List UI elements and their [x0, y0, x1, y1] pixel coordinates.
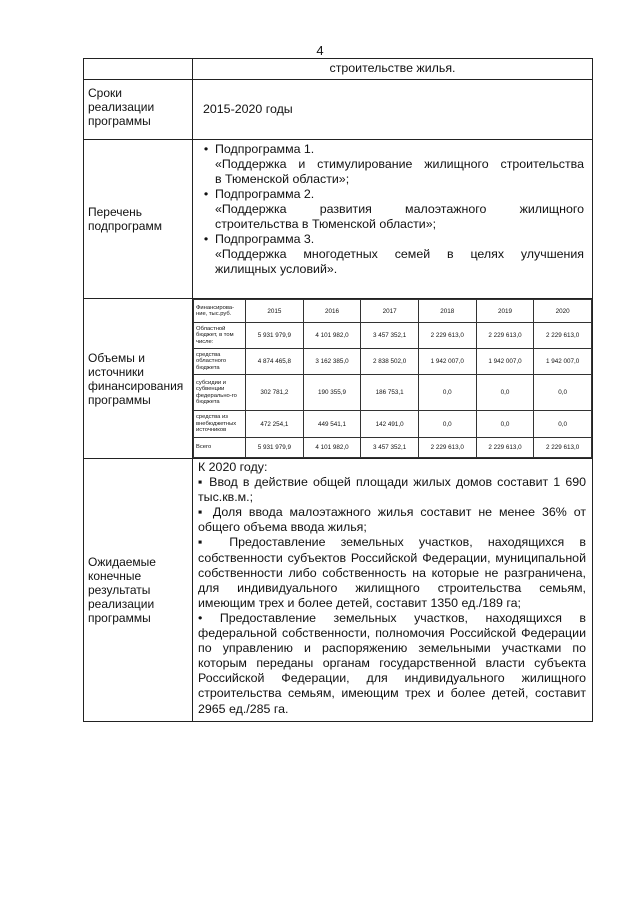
value-cell: 2 229 613,0 [476, 323, 534, 349]
value-cell: 186 753,1 [361, 375, 419, 411]
value-cell: 0,0 [476, 375, 534, 411]
results-label: Ожидаемые конечные результаты реализации программы [84, 459, 193, 722]
subprogram-3 [197, 232, 584, 247]
value-cell: 0,0 [534, 411, 592, 438]
year-header: 2015 [246, 300, 304, 323]
row-label: субсидии и субвенции федерально-го бюджета [194, 375, 246, 411]
financing-cell [193, 299, 593, 459]
value-cell: 5 931 979,9 [246, 323, 304, 349]
subprogram-title: Подпрограмма 2. [215, 187, 315, 201]
value-cell: 190 355,9 [303, 375, 361, 411]
financing-row-extrabudget [194, 411, 592, 438]
value-cell: 2 229 613,0 [418, 323, 476, 349]
subprogram-desc: строительства в Тюменской области»; [215, 217, 437, 231]
continuation-row [84, 59, 593, 80]
row-label: средства из внебюджетных источников [194, 411, 246, 438]
financing-table [193, 299, 592, 458]
value-cell: 2 838 502,0 [361, 349, 419, 375]
result-item: ▪ Ввод в действие общей площади жилых домов составит 1 690 тыс.кв.м.; [198, 475, 586, 505]
page-number: 4 [316, 43, 324, 58]
bullet-icon: • [203, 187, 209, 201]
row-label: Областной бюджет, в том числе: [194, 323, 246, 349]
results-intro: К 2020 году: [198, 460, 268, 474]
year-header: 2016 [303, 300, 361, 323]
financing-row-own [194, 349, 592, 375]
value-cell: 1 942 007,0 [476, 349, 534, 375]
row-label: Всего [194, 438, 246, 458]
value-cell: 472 254,1 [246, 411, 304, 438]
value-cell: 2 229 613,0 [418, 438, 476, 458]
result-item: ▪ Доля ввода малоэтажного жилья составит не менее 36% от общего объема ввода жилья; [198, 505, 586, 535]
subprograms-cell [193, 140, 593, 299]
value-cell: 2 229 613,0 [476, 438, 534, 458]
value-cell: 0,0 [534, 375, 592, 411]
year-header: 2017 [361, 300, 419, 323]
row-label: средства областного бюджета [194, 349, 246, 375]
value-cell: 4 874 465,8 [246, 349, 304, 375]
financing-label: Объемы и источники финансирования программы [84, 299, 193, 459]
subprogram-1 [197, 142, 584, 157]
value-cell: 2 229 613,0 [534, 438, 592, 458]
value-cell: 3 457 352,1 [361, 438, 419, 458]
value-cell: 1 942 007,0 [534, 349, 592, 375]
terms-value: 2015-2020 годы [193, 80, 593, 140]
subprogram-2 [197, 187, 584, 202]
year-header: 2020 [534, 300, 592, 323]
bullet-icon: • [203, 232, 209, 246]
value-cell: 0,0 [418, 411, 476, 438]
subprogram-title: Подпрограмма 1. [215, 142, 315, 156]
result-item: • Предоставление земельных участков, находящихся в федеральной собственности, полномочия Российской Федерации по управлению и распоряжению земельными участками по которым переданы органам государственной власти субъекта Российской Федерации, для индивидуального жилищного строительства семьям, имеющим трех и более детей, составит 2965 ед./285 га. [198, 610, 586, 716]
financing-row [84, 299, 593, 459]
financing-row-regional [194, 323, 592, 349]
value-cell: 0,0 [476, 411, 534, 438]
financing-header-row [194, 300, 592, 323]
results-row [84, 459, 593, 722]
program-passport-table [83, 58, 593, 722]
continuation-text: строительстве жилья. [193, 59, 593, 80]
value-cell: 2 229 613,0 [534, 323, 592, 349]
value-cell: 3 457 352,1 [361, 323, 419, 349]
value-cell: 1 942 007,0 [418, 349, 476, 375]
financing-corner: Финансирова-ние, тыс.руб. [194, 300, 246, 323]
value-cell: 0,0 [418, 375, 476, 411]
subprograms-row [84, 140, 593, 299]
value-cell: 4 101 982,0 [303, 323, 361, 349]
value-cell: 449 541,1 [303, 411, 361, 438]
year-header: 2018 [418, 300, 476, 323]
value-cell: 5 931 979,9 [246, 438, 304, 458]
year-header: 2019 [476, 300, 534, 323]
subprogram-desc: «Поддержка многодетных семей в целях улучшения [215, 247, 584, 261]
financing-row-total [194, 438, 592, 458]
subprogram-title: Подпрограмма 3. [215, 232, 315, 246]
continuation-label-cell [84, 59, 193, 80]
subprogram-desc: жилищных условий». [215, 262, 338, 276]
value-cell: 3 162 385,0 [303, 349, 361, 375]
bullet-icon: • [203, 142, 209, 156]
subprogram-desc: «Поддержка развития малоэтажного жилищного [215, 202, 584, 216]
value-cell: 302 781,2 [246, 375, 304, 411]
terms-label: Сроки реализации программы [84, 80, 193, 140]
financing-row-federal [194, 375, 592, 411]
results-cell [193, 459, 593, 722]
value-cell: 4 101 982,0 [303, 438, 361, 458]
subprogram-desc: «Поддержка и стимулирование жилищного строительства [215, 157, 584, 171]
subprogram-desc: в Тюменской области»; [215, 172, 350, 186]
value-cell: 142 491,0 [361, 411, 419, 438]
subprograms-label: Перечень подпрограмм [84, 140, 193, 299]
result-item: ▪ Предоставление земельных участков, находящихся в собственности субъектов Российской Федерации, муниципальной собственности либо собственность на которые не разграничена, для индивидуального жилищного строительства семьям, имеющим трех и более детей, составит 1350 ед./189 га; [198, 535, 586, 610]
terms-row [84, 80, 593, 140]
